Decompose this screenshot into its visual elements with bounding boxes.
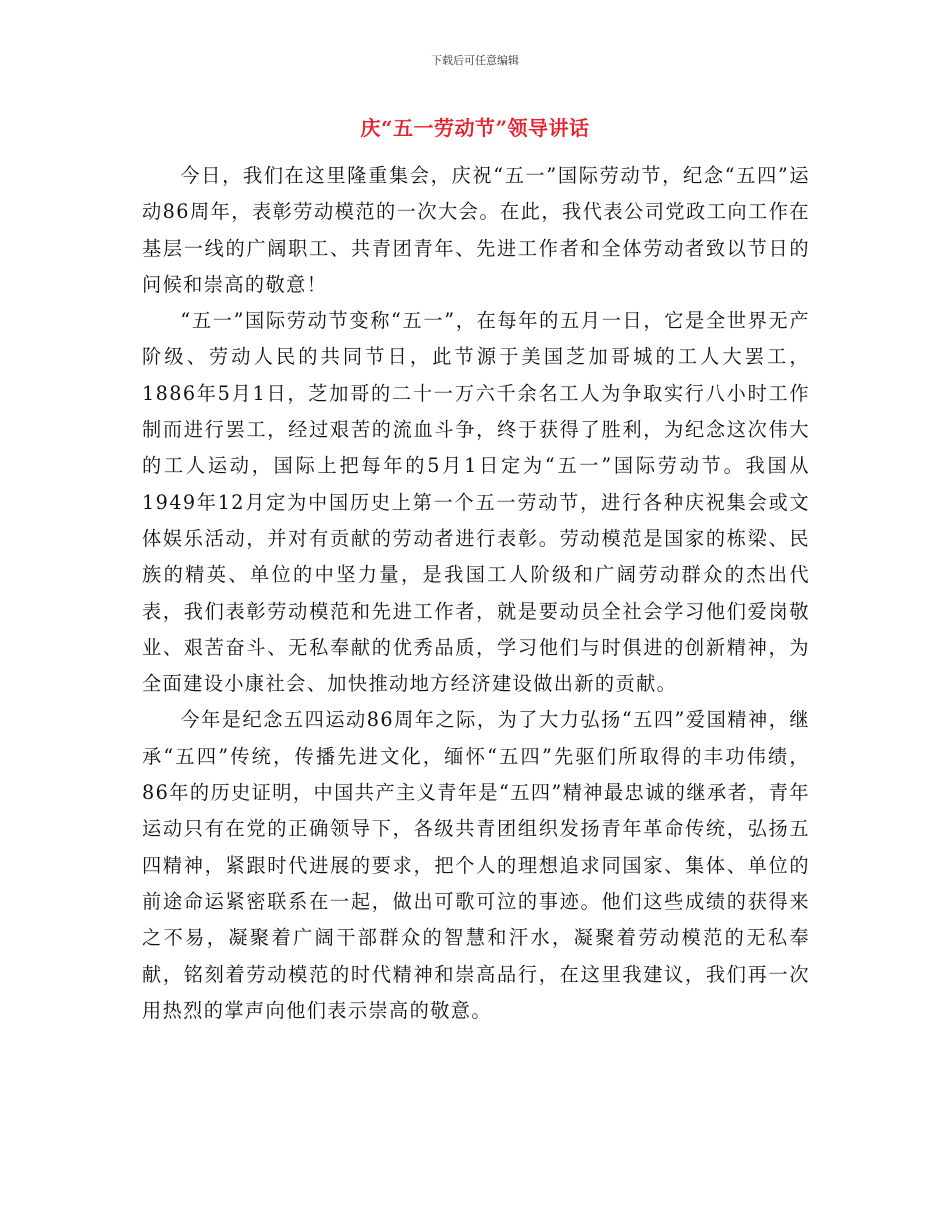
paragraph-3: 今年是纪念五四运动86周年之际，为了大力弘扬“五四”爱国精神，继承“五四”传统，传播先进文化，缅怀“五四”先驱们所取得的丰功伟绩，86年的历史证明，中国共产主义青年是“五四”精神最忠诚的继承者，青年运动只有在党的正确领导下，各级共青团组织发扬青年革命传统，弘扬五四精神，紧跟时代进展的要求，把个人的理想追求同国家、集体、单位的前途命运紧密联系在一起，做出可歌可泣的事迹。他们这些成绩的获得来之不易，凝聚着广阔干部群众的智慧和汗水，凝聚着劳动模范的无私奉献，铭刻着劳动模范的时代精神和崇高品行，在这里我建议，我们再一次用热烈的掌声向他们表示崇高的敬意。 (142, 708, 810, 1022)
paragraph-2: “五一”国际劳动节变称“五一”，在每年的五月一日，它是全世界无产阶级、劳动人民的共同节日，此节源于美国芝加哥城的工人大罢工，1886年5月1日，芝加哥的二十一万六千余名工人为争取实行八小时工作制而进行罢工，经过艰苦的流血斗争，终于获得了胜利，为纪念这次伟大的工人运动，国际上把每年的5月1日定为“五一”国际劳动节。我国从1949年12月定为中国历史上第一个五一劳动节，进行各种庆祝集会或文体娱乐活动，并对有贡献的劳动者进行表彰。劳动模范是国家的栋梁、民族的精英、单位的中坚力量，是我国工人阶级和广阔劳动群众的杰出代表，我们表彰劳动模范和先进工作者，就是要动员全社会学习他们爱岗敬业、艰苦奋斗、无私奉献的优秀品质，学习他们与时俱进的创新精神，为全面建设小康社会、加快推动地方经济建设做出新的贡献。 (142, 309, 810, 696)
paragraph-1: 今日，我们在这里隆重集会，庆祝“五一”国际劳动节，纪念“五四”运动86周年，表彰劳动模范的一次大会。在此，我代表公司党政工向工作在基层一线的广阔职工、共青团青年、先进工作者和全体劳动者致以节日的问候和崇高的敬意！ (142, 164, 810, 296)
header-note: 下载后可任意编辑 (431, 54, 519, 67)
document-title: 庆“五一劳动节”领导讲话 (360, 116, 590, 140)
document-body (142, 158, 810, 1029)
